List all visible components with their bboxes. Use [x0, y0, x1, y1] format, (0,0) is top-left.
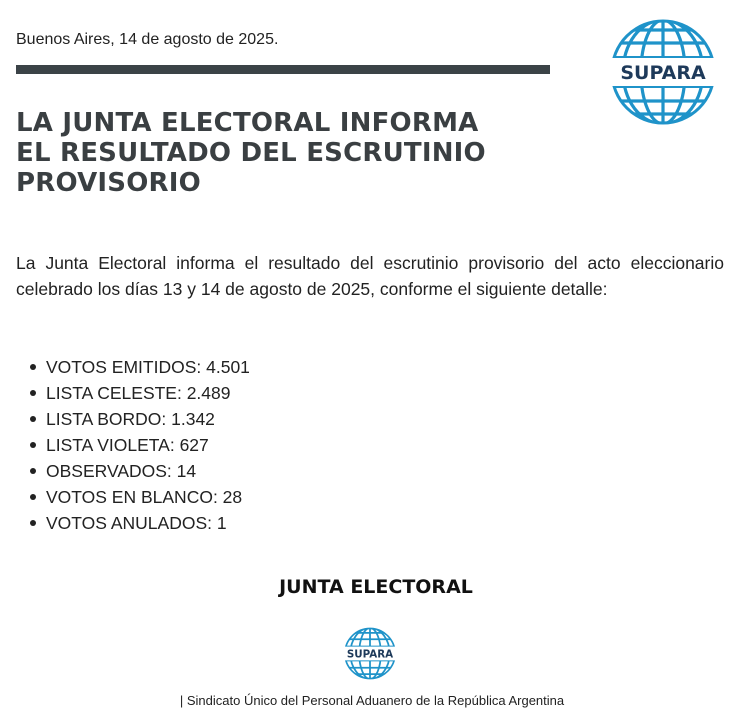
footer-text: | Sindicato Único del Personal Aduanero de la República Argentina [179, 693, 565, 708]
supara-logo [604, 16, 722, 128]
logo-text: SUPARA [346, 648, 394, 661]
headline-line-2: EL RESULTADO DEL ESCRUTINIO [16, 138, 486, 168]
list-item: VOTOS ANULADOS: 1 [46, 510, 250, 536]
results-list [28, 354, 250, 536]
supara-logo-small [341, 626, 399, 681]
list-item: LISTA CELESTE: 2.489 [46, 380, 250, 406]
headline-line-3: PROVISORIO [16, 168, 201, 198]
page-title [16, 108, 536, 198]
list-item: LISTA VIOLETA: 627 [46, 432, 250, 458]
list-item: OBSERVADOS: 14 [46, 458, 250, 484]
intro-paragraph: La Junta Electoral informa el resultado del escrutinio provisorio del acto eleccionario celebrado los días 13 y 14 de agosto de 2025, conforme el siguiente detalle: [16, 253, 724, 299]
list-item: VOTOS EMITIDOS: 4.501 [46, 354, 250, 380]
headline-line-1: LA JUNTA ELECTORAL INFORMA [16, 108, 479, 138]
signature: JUNTA ELECTORAL [279, 576, 473, 598]
list-item: VOTOS EN BLANCO: 28 [46, 484, 250, 510]
dateline: Buenos Aires, 14 de agosto de 2025. [16, 31, 279, 48]
logo-text: SUPARA [620, 62, 706, 84]
list-item: LISTA BORDO: 1.342 [46, 406, 250, 432]
header-rule [16, 65, 550, 74]
